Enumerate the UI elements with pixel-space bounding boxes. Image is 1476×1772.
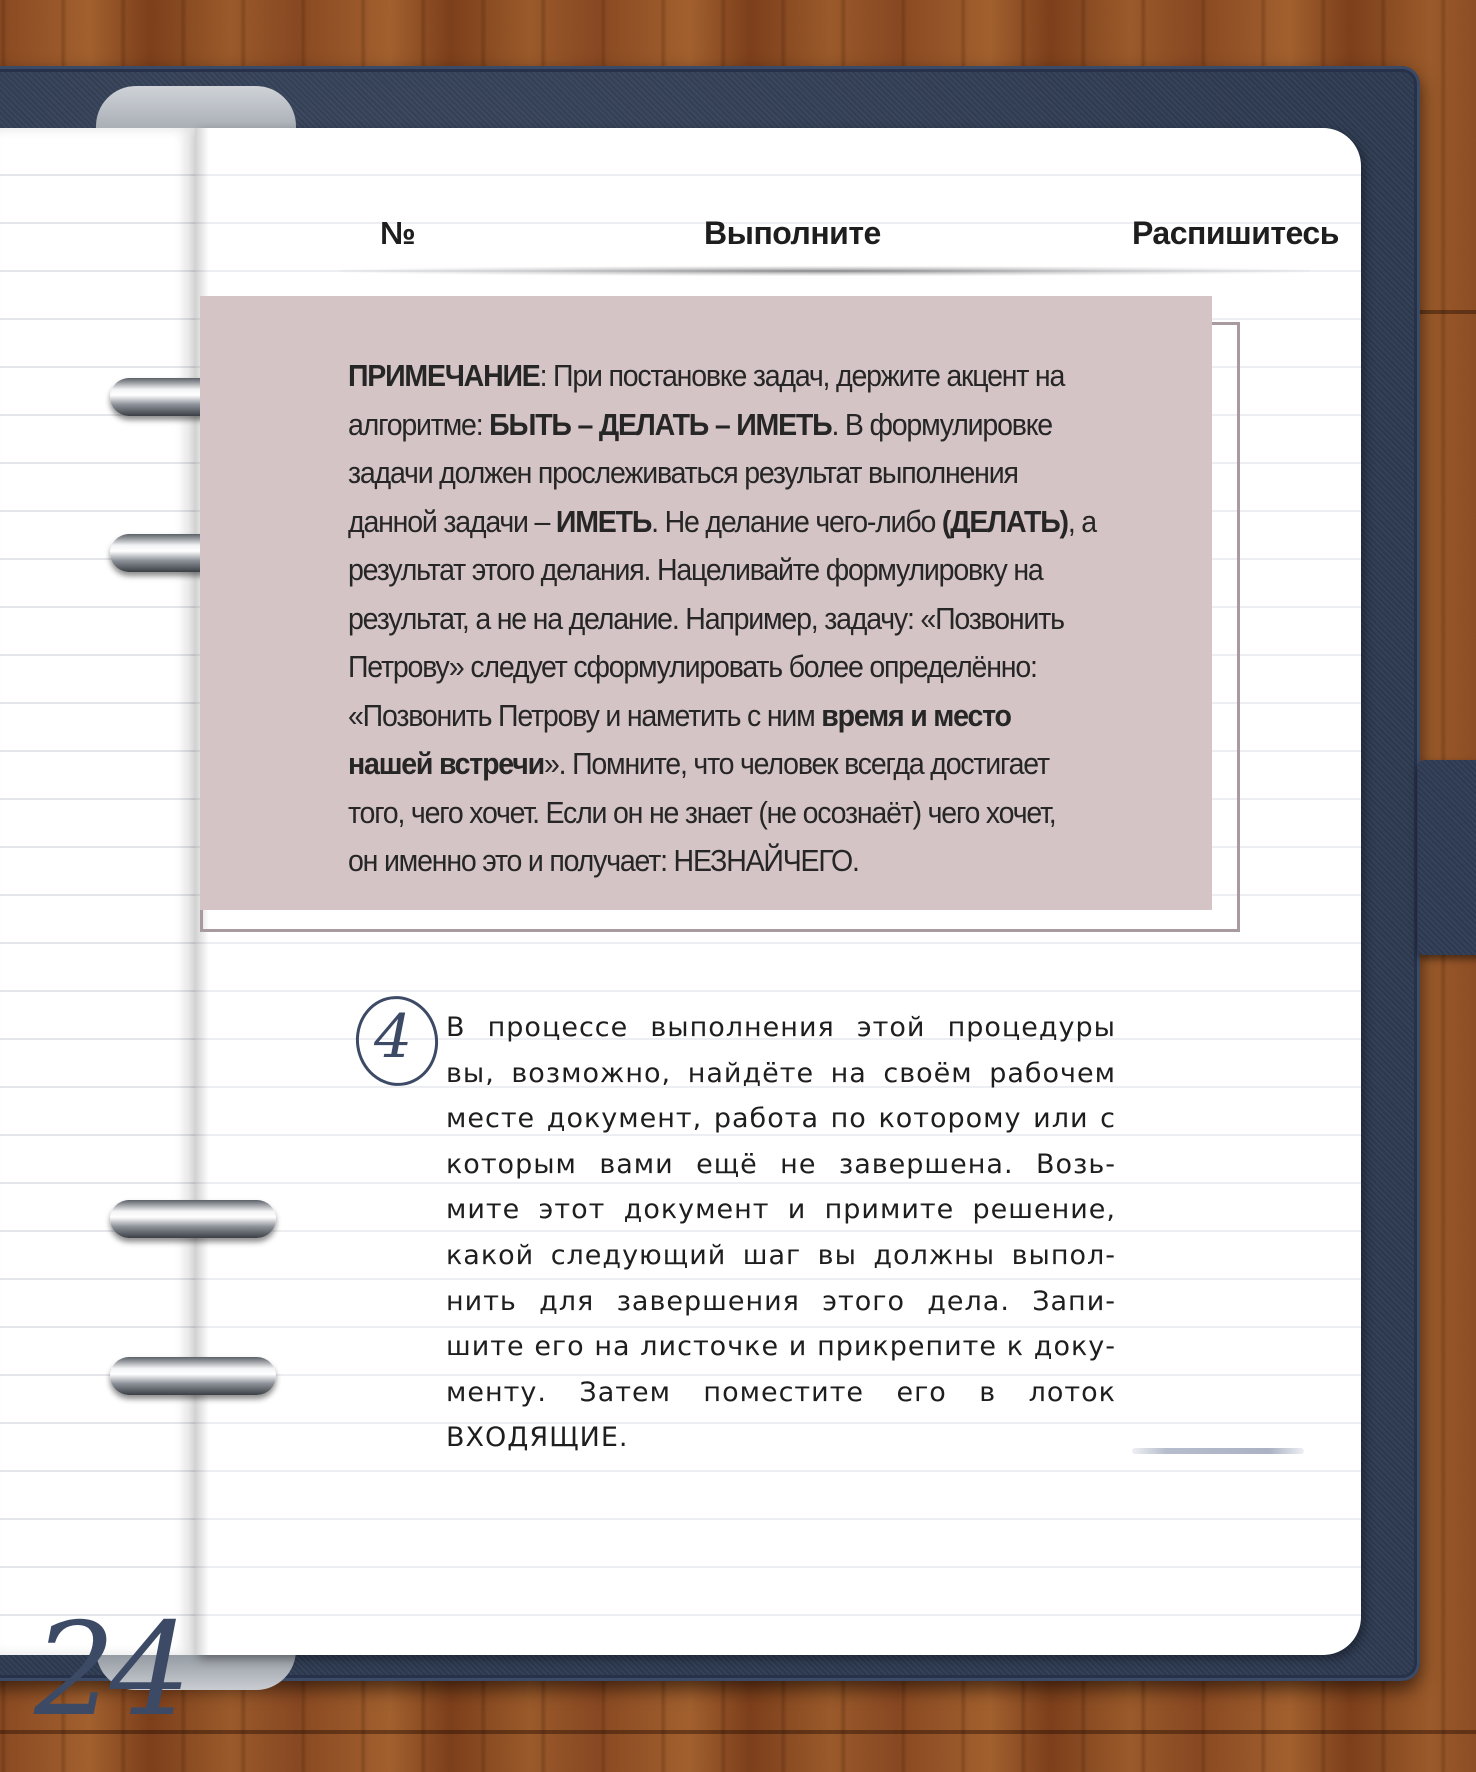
step-line: месте документ, работа по которому или с (446, 1103, 1116, 1135)
step-line: менту. Затем поместите его в лоток (446, 1376, 1116, 1408)
step-text (446, 1005, 1116, 1461)
step-line: которым вами ещё не завершена. Возь- (446, 1148, 1116, 1180)
note-run: «Позвонить Петрову и наметить с ним (348, 697, 822, 733)
column-header-do: Выполните (704, 215, 881, 251)
note-line (348, 401, 1171, 450)
note-emphasis: (ДЕЛАТЬ) (941, 503, 1068, 539)
note-run: результат этого делания. Нацеливайте формулировку на (348, 552, 1043, 587)
note-run: задачи должен прослеживаться результат выполнения (348, 455, 1018, 490)
note-emphasis: нашей встречи (348, 746, 544, 781)
wood-plank-seam (0, 1730, 1476, 1734)
signature-stroke (1132, 1448, 1304, 1454)
column-header-sign: Распишитесь (1132, 215, 1339, 251)
step-line: ВХОДЯЩИЕ. (446, 1422, 629, 1454)
step-line: нить для завершения этого дела. Запи- (446, 1285, 1116, 1317)
note-run: . В формулировке (831, 406, 1052, 442)
note-run: ». Помните, что человек всегда достигает (543, 746, 1049, 781)
note-emphasis: ПРИМЕЧАНИЕ (348, 358, 540, 393)
note-emphasis: время и место (821, 697, 1011, 733)
note-line (348, 740, 1171, 789)
note-run: данной задачи – (348, 503, 556, 539)
note-run: Петрову» следует сформулировать более определённо: (348, 649, 1037, 684)
note-line (348, 643, 1171, 692)
note-line (348, 546, 1171, 595)
step-line: шите его на листочке и прикрепите к доку- (446, 1331, 1116, 1363)
note-run: того, чего хочет. Если он не знает (не осознаёт) чего хочет, (348, 794, 1056, 830)
note-run: : При постановке задач, держите акцент на (539, 358, 1065, 393)
binder-ring-icon (110, 1200, 276, 1238)
note-run: алгоритме: (348, 406, 490, 442)
header-divider (340, 266, 1310, 276)
step-line: В процессе выполнения этой процедуры (446, 1012, 1116, 1043)
left-page (0, 128, 199, 1745)
note-run: . Не делание чего-либо (651, 503, 942, 539)
note-text (348, 352, 1171, 886)
note-line (348, 498, 1171, 547)
note-line (348, 352, 1171, 401)
binder-strap (1418, 760, 1476, 955)
note-line (348, 692, 1171, 741)
note-run: результат, а не на делание. Например, задачу: «Позвонить (348, 600, 1064, 636)
step-line: мите этот документ и примите решение, (446, 1194, 1116, 1226)
note-line (348, 449, 1171, 498)
note-line (348, 789, 1171, 838)
column-header-number: № (380, 215, 416, 251)
step-number: 4 (374, 1002, 413, 1072)
page-number: 24 (34, 1596, 185, 1745)
note-line (348, 837, 1171, 886)
note-run: он именно это и получает: НЕЗНАЙЧЕГО. (348, 843, 859, 878)
note-emphasis: ИМЕТЬ (555, 503, 652, 539)
note-emphasis: БЫТЬ – ДЕЛАТЬ – ИМЕТЬ (489, 406, 832, 442)
note-line (348, 595, 1171, 644)
binder-ring-icon (110, 1357, 276, 1395)
step-line: какой следующий шаг вы должны выпол- (446, 1239, 1116, 1271)
step-line: вы, возможно, найдёте на своём рабочем (446, 1057, 1116, 1089)
note-run: , а (1067, 503, 1096, 539)
